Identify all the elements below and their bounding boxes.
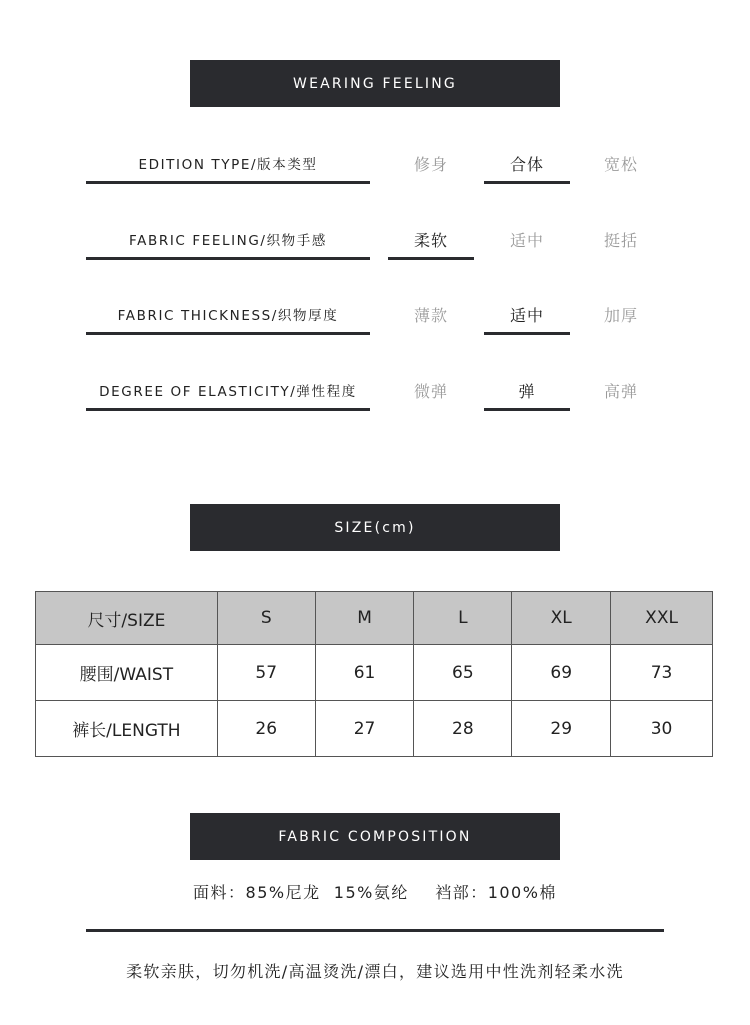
table-cell: 腰围/WAIST [36,645,218,701]
wearing-feeling-title: WEARING FEELING [293,75,457,92]
table-header-cell: L [414,592,512,645]
feel-option: 宽松 [603,155,638,174]
feel-option-selected: 柔软 [388,228,474,260]
feel-option: 高弹 [603,382,638,401]
table-header-cell: XXL [611,592,713,645]
fabric-composition-banner [190,813,560,860]
table-cell: 27 [315,701,414,757]
feel-option: 加厚 [603,306,638,325]
size-banner [190,504,560,551]
feel-option-selected: 弹 [484,379,570,411]
table-row [36,701,713,757]
table-cell: 57 [217,645,315,701]
care-instructions: 柔软亲肤，切勿机洗/高温烫洗/漂白，建议选用中性洗剂轻柔水洗 [126,962,624,981]
table-cell: 28 [414,701,512,757]
table-header-cell: S [217,592,315,645]
size-table [35,591,713,757]
table-header-row [36,592,713,645]
feel-option: 修身 [413,155,448,174]
table-cell: 裤长/LENGTH [36,701,218,757]
table-row [36,645,713,701]
feel-option: 微弹 [413,382,448,401]
table-header-cell: 尺寸/SIZE [36,592,218,645]
feel-row-fabric-thickness [0,291,750,351]
feel-row-edition-type [0,140,750,200]
table-cell: 65 [414,645,512,701]
feel-option: 适中 [509,231,544,250]
table-cell: 29 [512,701,611,757]
table-header-cell: M [315,592,414,645]
fabric-composition-title: FABRIC COMPOSITION [278,828,472,845]
feel-label: FABRIC FEELING/织物手感 [86,228,370,260]
table-header-cell: XL [512,592,611,645]
wearing-feeling-banner [190,60,560,107]
divider [86,929,664,932]
table-cell: 69 [512,645,611,701]
feel-label: DEGREE OF ELASTICITY/弹性程度 [86,379,370,411]
feel-option: 薄款 [413,306,448,325]
feel-row-fabric-feeling [0,216,750,276]
feel-option-selected: 适中 [484,303,570,335]
table-cell: 61 [315,645,414,701]
feel-option: 挺括 [603,231,638,250]
table-cell: 26 [217,701,315,757]
feel-label: EDITION TYPE/版本类型 [86,152,370,184]
feel-option-selected: 合体 [484,152,570,184]
feel-label: FABRIC THICKNESS/织物厚度 [86,303,370,335]
table-cell: 30 [611,701,713,757]
table-cell: 73 [611,645,713,701]
size-title: SIZE(cm) [334,519,416,536]
feel-row-elasticity [0,367,750,427]
composition-text: 面料：85%尼龙 15%氨纶 裆部：100%棉 [193,883,557,902]
